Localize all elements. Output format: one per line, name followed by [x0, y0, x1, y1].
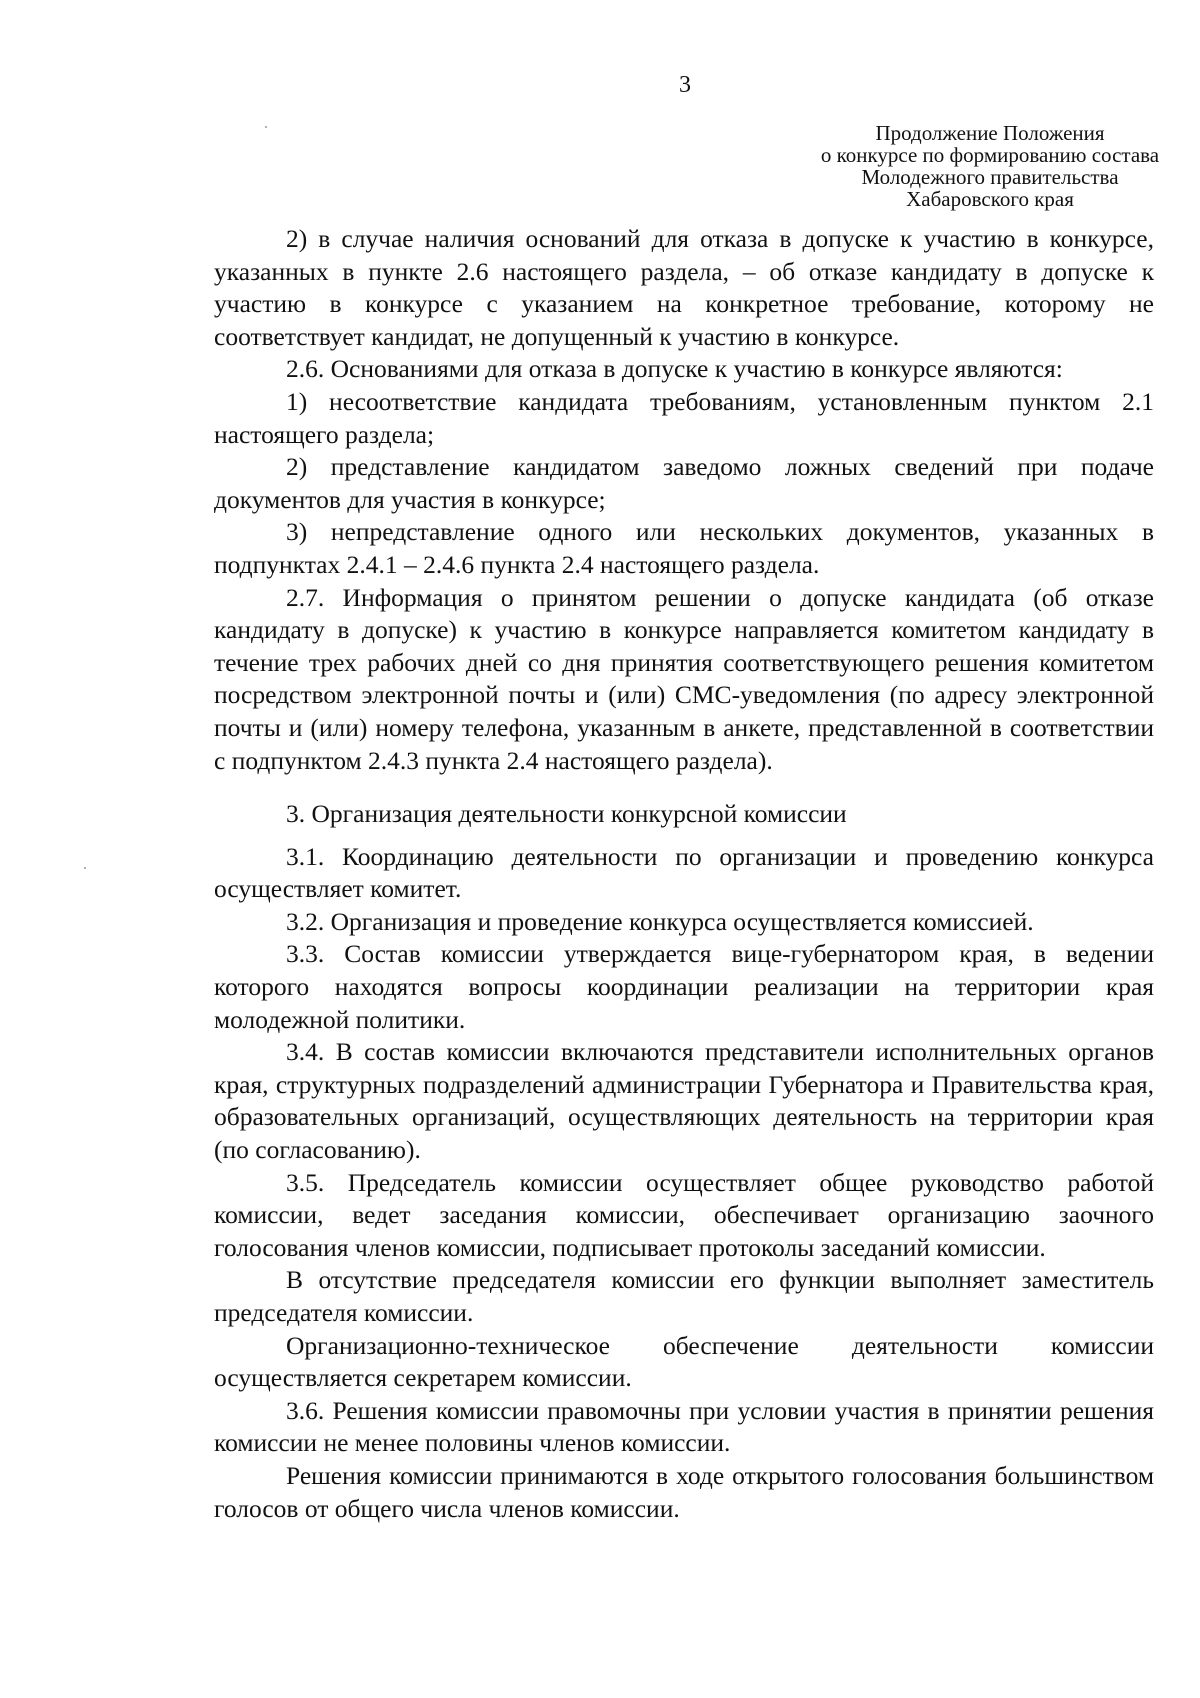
header-line-2: о конкурсе по формированию состава	[820, 143, 1160, 167]
paragraph: 3.5. Председатель комиссии осуществляет общее руководство работой комиссии, ведет заседания комиссии, обеспечивает организацию заочного голосования членов комиссии, подписывает протоколы заседаний комиссии.	[214, 1167, 1154, 1262]
paragraph: 3.6. Решения комиссии правомочны при условии участия в принятии решения комиссии не менее половины членов комиссии.	[214, 1395, 1154, 1458]
scan-speck	[265, 126, 267, 128]
paragraph: 2.7. Информация о принятом решении о допуске кандидата (об отказе кандидату в допуске) к участию в конкурсе направляется комитетом кандидату в течение трех рабочих дней со дня принятия соответствующего решения комитетом посредством электронной почты и (или) СМС-уведомления (по адресу электронной почты и (или) номеру телефона, указанным в анкете, представленной в соответствии с подпунктом 2.4.3 пункта 2.4 настоящего раздела).	[214, 582, 1154, 775]
header-line-4: Хабаровского края	[906, 187, 1074, 211]
paragraph: 2) представление кандидатом заведомо ложных сведений при подаче документов для участия в конкурсе;	[214, 452, 1154, 514]
paragraph: 1) несоответствие кандидата требованиям, установленным пунктом 2.1 настоящего раздела;	[214, 386, 1154, 449]
paragraph: 3.2. Организация и проведение конкурса осуществляется комиссией.	[286, 906, 1034, 936]
paragraph: 3) непредставление одного или нескольких документов, указанных в подпунктах 2.4.1 – 2.4.6 пункта 2.4 настоящего раздела.	[214, 517, 1154, 579]
header-line-1: Продолжение Положения	[875, 121, 1105, 145]
paragraph: 3.3. Состав комиссии утверждается вице-губернатором края, в ведении которого находятся вопросы координации реализации на территории края молодежной политики.	[214, 939, 1154, 1034]
paragraph: Решения комиссии принимаются в ходе открытого голосования большинством голосов от общего числа членов комиссии.	[214, 1460, 1154, 1523]
document-body	[214, 223, 1154, 1525]
paragraph: В отсутствие председателя комиссии его функции выполняет заместитель председателя комиссии.	[214, 1265, 1154, 1327]
document-header	[700, 122, 1200, 210]
header-line-3: Молодежного правительства	[861, 165, 1119, 189]
paragraph: 2.6. Основаниями для отказа в допуске к участию в конкурсе являются:	[286, 354, 1063, 384]
page-number: 3	[679, 72, 691, 98]
paragraph: 2) в случае наличия оснований для отказа в допуске к участию в конкурсе, указанных в пункте 2.6 настоящего раздела, – об отказе кандидату в допуске к участию в конкурсе с указанием на конкретное требование, которому не соответствует кандидат, не допущенный к участию в конкурсе.	[214, 224, 1154, 351]
section-heading: 3. Организация деятельности конкурсной комиссии	[286, 799, 847, 829]
scan-speck	[84, 867, 86, 869]
paragraph: Организационно-техническое обеспечение деятельности комиссии осуществляется секретарем комиссии.	[214, 1330, 1154, 1393]
paragraph: 3.4. В состав комиссии включаются представители исполнительных органов края, структурных подразделений администрации Губернатора и Правительства края, образовательных организаций, осуществляющих деятельность на территории края (по согласованию).	[214, 1037, 1154, 1165]
paragraph: 3.1. Координацию деятельности по организации и проведению конкурса осуществляет комитет.	[214, 841, 1154, 904]
